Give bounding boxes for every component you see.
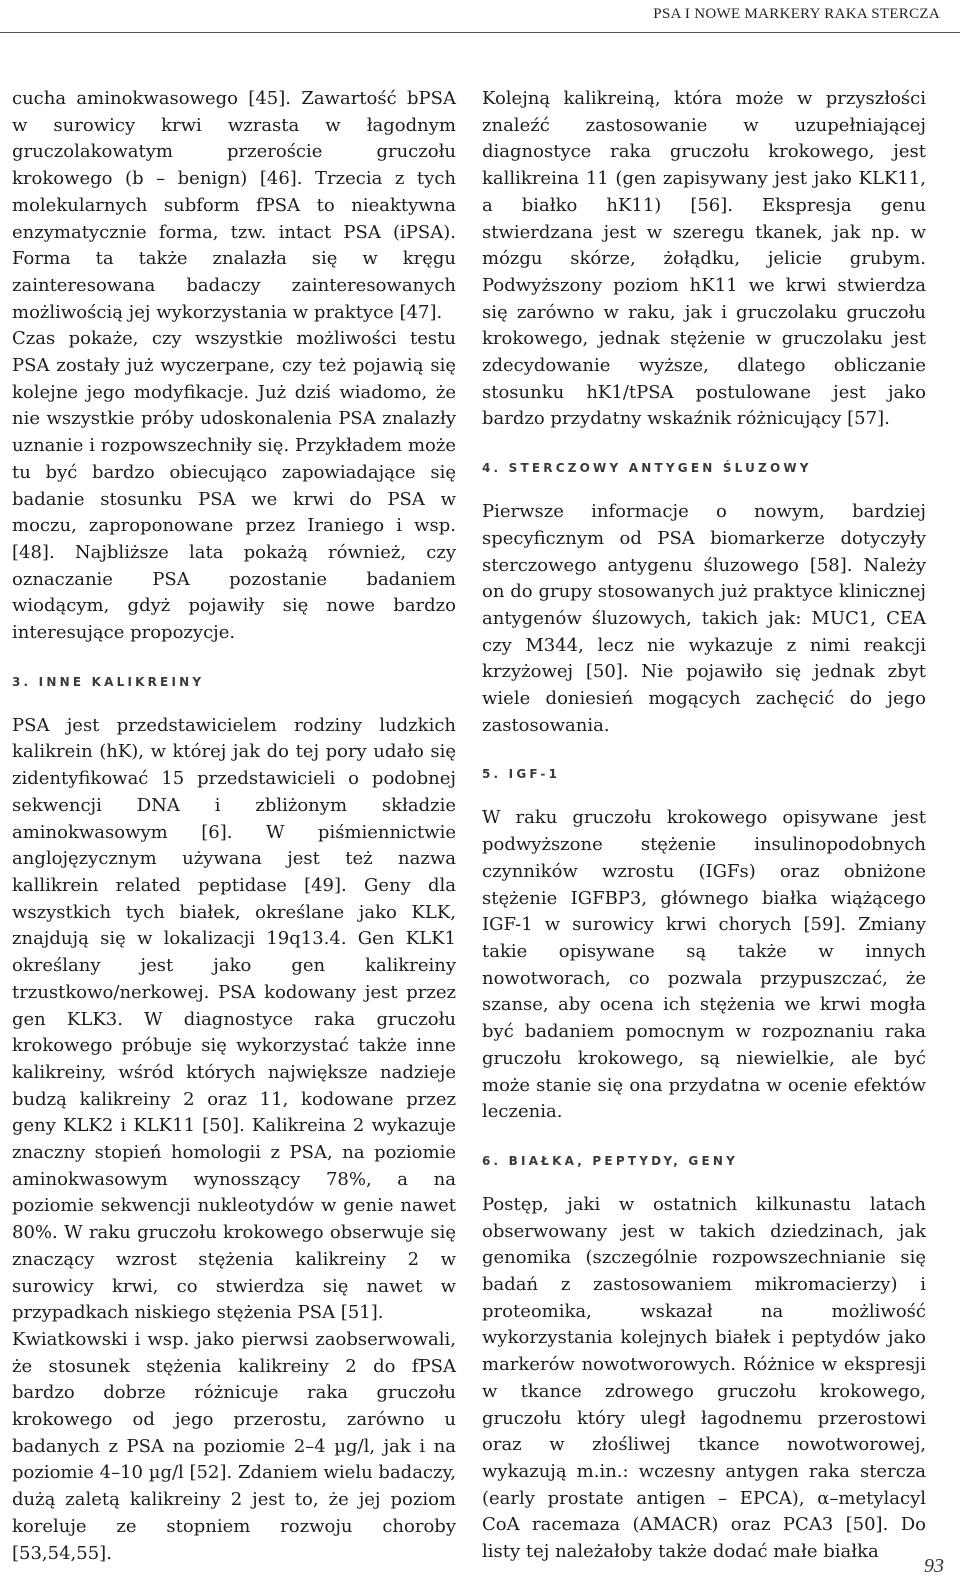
right-column bbox=[482, 86, 926, 1566]
running-head: PSA I NOWE MARKERY RAKA STERCZA bbox=[653, 6, 940, 22]
section-heading: 3. INNE KALIKREINY bbox=[12, 674, 205, 689]
paragraph: Czas pokaże, czy wszystkie możliwości testu PSA zostały już wyczerpane, czy też pojawią się kolejne jego modyfikacje. Już dziś wiadomo, że nie wszystkie próby udoskonalenia PSA znalazły uznanie i rozpowszechniły się. Przykładem może tu być bardzo obiecująco zapowiadające się badanie stosunku PSA we krwi do PSA w moczu, zaproponowane przez Iraniego i wsp. [48]. Najbliższe lata pokażą również, czy oznaczanie PSA pozostanie badaniem wiodącym, gdyż pojawiły się nowe bardzo interesujące propozycje. bbox=[12, 328, 456, 644]
paragraph: Kwiatkowski i wsp. jako pierwsi zaobserwowali, że stosunek stężenia kalikreiny 2 do fPSA bardzo dobrze różnicuje raka gruczołu krokowego od jego przerostu, zarówno u badanych z PSA na poziomie 2–4 µg/l, jak i na poziomie 4–10 µg/l [52]. Zdaniem wielu badaczy, dużą zaletą kalikreiny 2 jest to, że jej poziom koreluje ze stopniem rozwoju choroby [53,54,55]. bbox=[12, 1328, 456, 1564]
paragraph: cucha aminokwasowego [45]. Zawartość bPSA w surowicy krwi wzrasta w łagodnym gruczolakowatym przeroście gruczołu krokowego (b – benign) [46]. Trzecia z tych molekularnych subform fPSA to nieaktywna enzymatycznie forma, tzw. intact PSA (iPSA). Forma ta także znalazła się w kręgu zainteresowana badaczy zainteresowanych możliwością jej wykorzystania w praktyce [47]. bbox=[12, 88, 456, 323]
paragraph: Pierwsze informacje o nowym, bardziej specyficznym od PSA biomarkerze dotyczyły sterczowego antygenu śluzowego [58]. Należy on do grupy stosowanych już praktyce klinicznej antygenów śluzowych, takich jak: MUC1, CEA czy M344, lecz nie wykazuje z nimi reakcji krzyżowej [50]. Nie pojawiło się jednak zbyt wiele doniesień mogących zachęcić do jego zastosowania. bbox=[482, 501, 926, 736]
section-heading: 6. BIAŁKA, PEPTYDY, GENY bbox=[482, 1153, 739, 1168]
header-rule bbox=[0, 32, 960, 33]
section-heading: 5. IGF-1 bbox=[482, 767, 561, 782]
section-heading: 4. STERCZOWY ANTYGEN ŚLUZOWY bbox=[482, 461, 812, 476]
paragraph: Kolejną kalikreiną, która może w przyszłości znaleźć zastosowanie w uzupełniającej diagnostyce raka gruczołu krokowego, jest kallikreina 11 (gen zapisywany jest jako KLK11, a białko hK11) [56]. Ekspresja genu stwierdzana jest w szeregu tkanek, jak np. w mózgu skórze, żołądku, jelicie grubym. Podwyższony poziom hK11 we krwi stwierdza się zarówno w raku, jak i gruczolaku gruczołu krokowego, jednak stężenie w gruczolaku jest zdecydowanie wyższe, dlatego obliczanie stosunku hK1/tPSA postulowane jest jako bardzo przydatny wskaźnik różnicujący [57]. bbox=[482, 88, 926, 430]
page-number: 93 bbox=[924, 1555, 944, 1577]
paragraph: PSA jest przedstawicielem rodziny ludzkich kalikrein (hK), w której jak do tej pory udało się zidentyfikować 15 przedstawicieli o podobnej sekwencji DNA i zbliżonym składzie aminokwasowym [6]. W piśmiennictwie anglojęzycznym używana jest też nazwa kallikrein related peptidase [49]. Geny dla wszystkich tych białek, określane jako KLK, znajdują się w lokalizacji 19q13.4. Gen KLK1 określany jest jako gen kalikreiny trzustkowo/nerkowej. PSA kodowany jest przez gen KLK3. W diagnostyce raka gruczołu krokowego próbuje się wykorzystać także inne kalikreiny, wśród których największe nadzieje budzą kalikreiny 2 oraz 11, kodowane przez geny KLK2 i KLK11 [50]. Kalikreina 2 wykazuje znaczny stopień homologii z PSA, na poziomie aminokwasowym wynosszący 78%, a na poziomie sekwencji nukleotydów w genie nawet 80%. W raku gruczołu krokowego obserwuje się znaczący wzrost stężenia kalikreiny 2 w surowicy krwi, co stwierdza się nawet w przypadkach niskiego stężenia PSA [51]. bbox=[12, 714, 456, 1324]
left-column bbox=[12, 86, 456, 1567]
paragraph: W raku gruczołu krokowego opisywane jest podwyższone stężenie insulinopodobnych czynników wzrostu (IGFs) oraz obniżone stężenie IGFBP3, głównego białka wiążącego IGF-1 w surowicy krwi chorych [59]. Zmiany takie opisywane są także w innych nowotworach, co pozwala przypuszczać, że szanse, aby ocena ich stężenia we krwi mogła być badaniem pomocnym w rozpoznaniu raka gruczołu krokowego, są niewielkie, ale być może stanie się ona przydatna w ocenie efektów leczenia. bbox=[482, 807, 926, 1123]
paragraph: Postęp, jaki w ostatnich kilkunastu latach obserwowany jest w takich dziedzinach, jak genomika (szczególnie rozpowszechnianie się badań z zastosowaniem mikromacierzy) i proteomika, wskazał na możliwość wykorzystania kolejnych białek i peptydów jako markerów nowotworowych. Różnice w ekspresji w tkance zdrowego gruczołu krokowego, gruczołu który uległ łagodnemu przerostowi oraz w złośliwej tkance nowotworowej, wykazują m.in.: wczesny antygen raka stercza (early prostate antigen – EPCA), α–metylacyl CoA racemaza (AMACR) oraz PCA3 [50]. Do listy tej należałoby także dodać małe białka bbox=[482, 1193, 926, 1563]
